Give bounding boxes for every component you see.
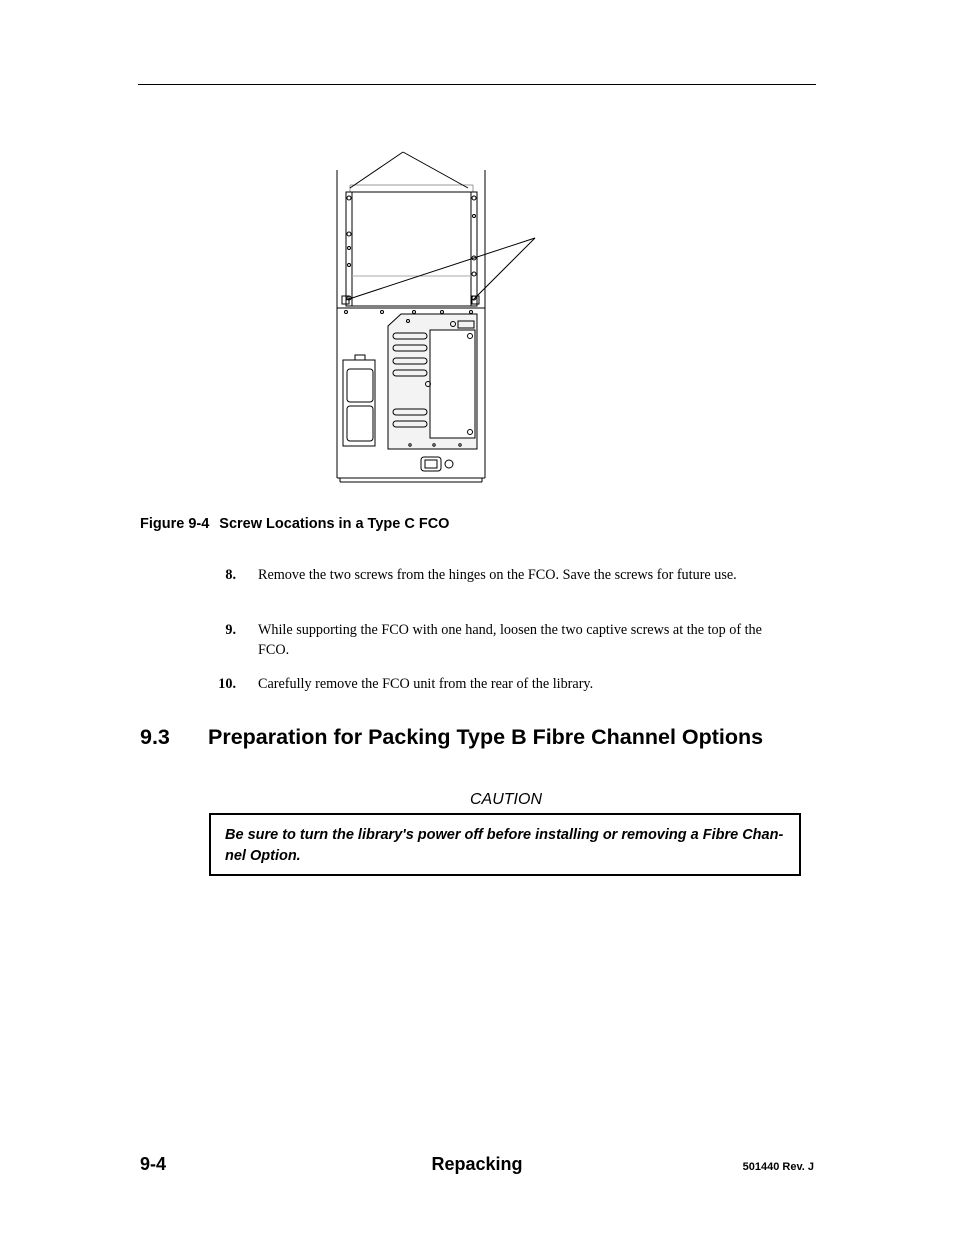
figure-caption-number: Figure 9-4 [140, 516, 210, 532]
figure-caption [140, 516, 449, 532]
step-number: 9. [225, 622, 236, 638]
footer-page-number: 9-4 [140, 1154, 167, 1174]
step-number: 8. [225, 567, 236, 583]
step-text: Remove the two screws from the hinges on the FCO. Save the screws for future use. [258, 567, 737, 583]
footer-doc-id: 501440 Rev. J [742, 1161, 814, 1173]
section-title: Preparation for Packing Type B Fibre Channel Options [208, 725, 764, 749]
caution-box [209, 813, 801, 876]
fco-diagram [330, 148, 550, 488]
header-rule [138, 84, 816, 85]
step-10 [210, 674, 785, 694]
step-8 [210, 565, 785, 585]
step-9 [210, 620, 785, 660]
section-number: 9.3 [140, 725, 170, 749]
caution-title: CAUTION [470, 791, 542, 808]
section-heading [140, 725, 763, 750]
footer-chapter: Repacking [431, 1154, 523, 1174]
step-text: While supporting the FCO with one hand, loosen the two captive screws at the top of the FCO. [258, 622, 762, 658]
figure-caption-title: Screw Locations in a Type C FCO [219, 516, 450, 532]
step-text: Carefully remove the FCO unit from the rear of the library. [258, 676, 594, 692]
step-number: 10. [218, 676, 236, 692]
caution-text: Be sure to turn the library's power off before installing or removing a Fibre Chan-nel Option. [225, 827, 784, 864]
